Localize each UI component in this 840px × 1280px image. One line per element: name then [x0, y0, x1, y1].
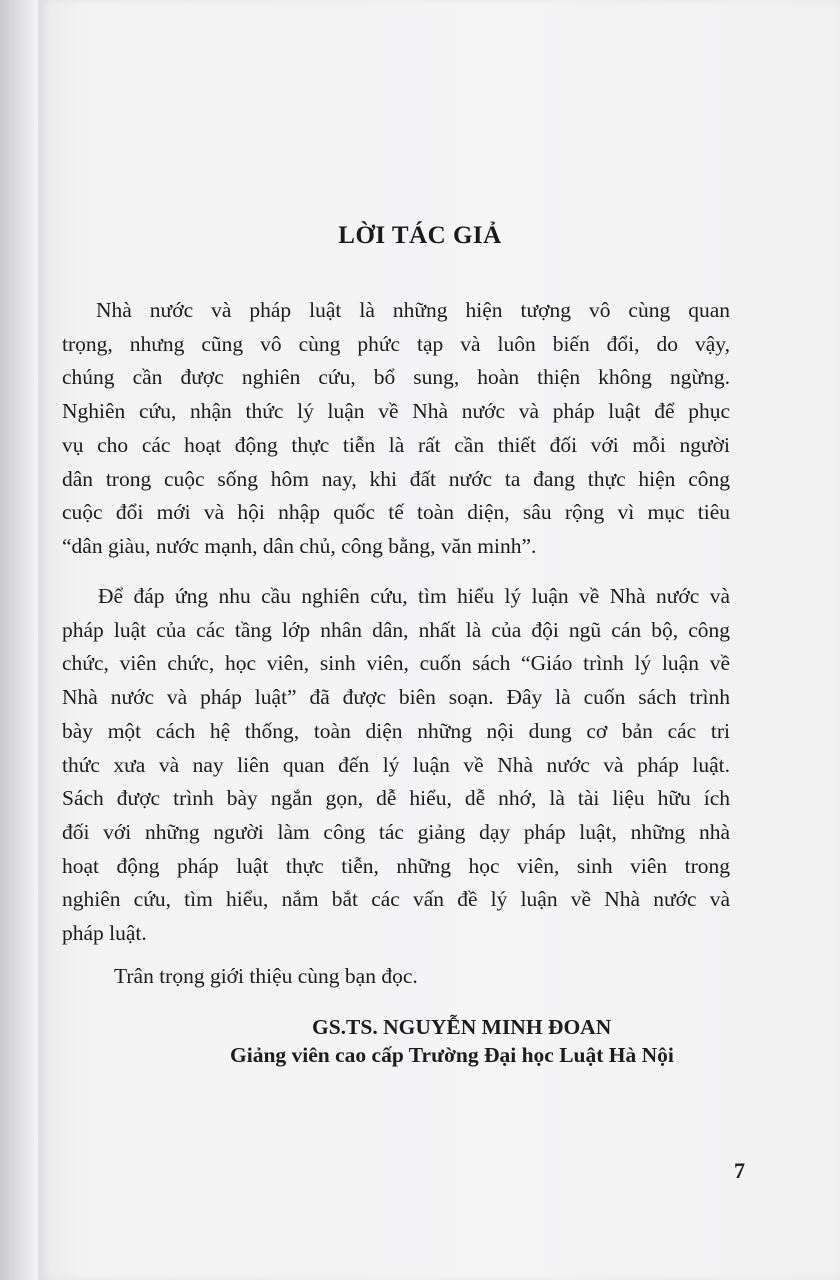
book-spine-shadow: [0, 0, 40, 1280]
text-line: Nhà nước và pháp luật là những hiện tượng vô cùng quan: [96, 298, 730, 322]
text-line: “dân giàu, nước mạnh, dân chủ, công bằng, văn minh”.: [62, 533, 537, 558]
text-line: hoạt động pháp luật thực tiễn, những học viên, sinh viên trong: [62, 853, 730, 878]
text-line: nghiên cứu, tìm hiểu, nắm bắt các vấn đề lý luận về Nhà nước và: [62, 887, 730, 912]
text-line: dân trong cuộc sống hôm nay, khi đất nước ta đang thực hiện công: [62, 466, 730, 491]
text-line: Nhà nước và pháp luật” đã được biên soạn. Đây là cuốn sách trình: [62, 685, 730, 710]
author-position: Giảng viên cao cấp Trường Đại học Luật Hà Nội: [230, 1043, 674, 1067]
paragraph-1: [62, 294, 730, 564]
text-line: chúng cần được nghiên cứu, bổ sung, hoàn thiện không ngừng.: [62, 365, 730, 390]
paragraph-2: [62, 580, 730, 951]
text-line: pháp luật.: [62, 921, 147, 946]
text-line: Để đáp ứng nhu cầu nghiên cứu, tìm hiểu lý luận về Nhà nước và: [98, 584, 730, 608]
page-number: 7: [734, 1158, 745, 1183]
text-line: pháp luật của các tầng lớp nhân dân, nhất là của đội ngũ cán bộ, công: [62, 617, 730, 642]
author-name: GS.TS. NGUYỄN MINH ĐOAN: [312, 1015, 612, 1039]
text-line: Trân trọng giới thiệu cùng bạn đọc.: [114, 964, 418, 988]
text-line: vụ cho các hoạt động thực tiễn là rất cần thiết đối với mỗi người: [62, 432, 730, 457]
text-line: Sách được trình bày ngắn gọn, dễ hiểu, dễ nhớ, là tài liệu hữu ích: [62, 786, 730, 811]
text-line: trọng, nhưng cũng vô cùng phức tạp và luôn biến đổi, do vậy,: [62, 331, 730, 356]
text-line: đối với những người làm công tác giảng dạy pháp luật, những nhà: [62, 819, 730, 844]
text-line: bày một cách hệ thống, toàn diện những nội dung cơ bản các tri: [62, 718, 730, 743]
text-line: chức, viên chức, học viên, sinh viên, cuốn sách “Giáo trình lý luận về: [62, 651, 730, 676]
paragraph-3: [62, 960, 730, 994]
page-title: LỜI TÁC GIẢ: [338, 222, 502, 249]
text-line: Nghiên cứu, nhận thức lý luận về Nhà nước và pháp luật để phục: [62, 399, 730, 424]
text-line: cuộc đổi mới và hội nhập quốc tế toàn diện, sâu rộng vì mục tiêu: [62, 500, 730, 525]
text-line: thức xưa và nay liên quan đến lý luận về Nhà nước và pháp luật.: [62, 752, 730, 777]
